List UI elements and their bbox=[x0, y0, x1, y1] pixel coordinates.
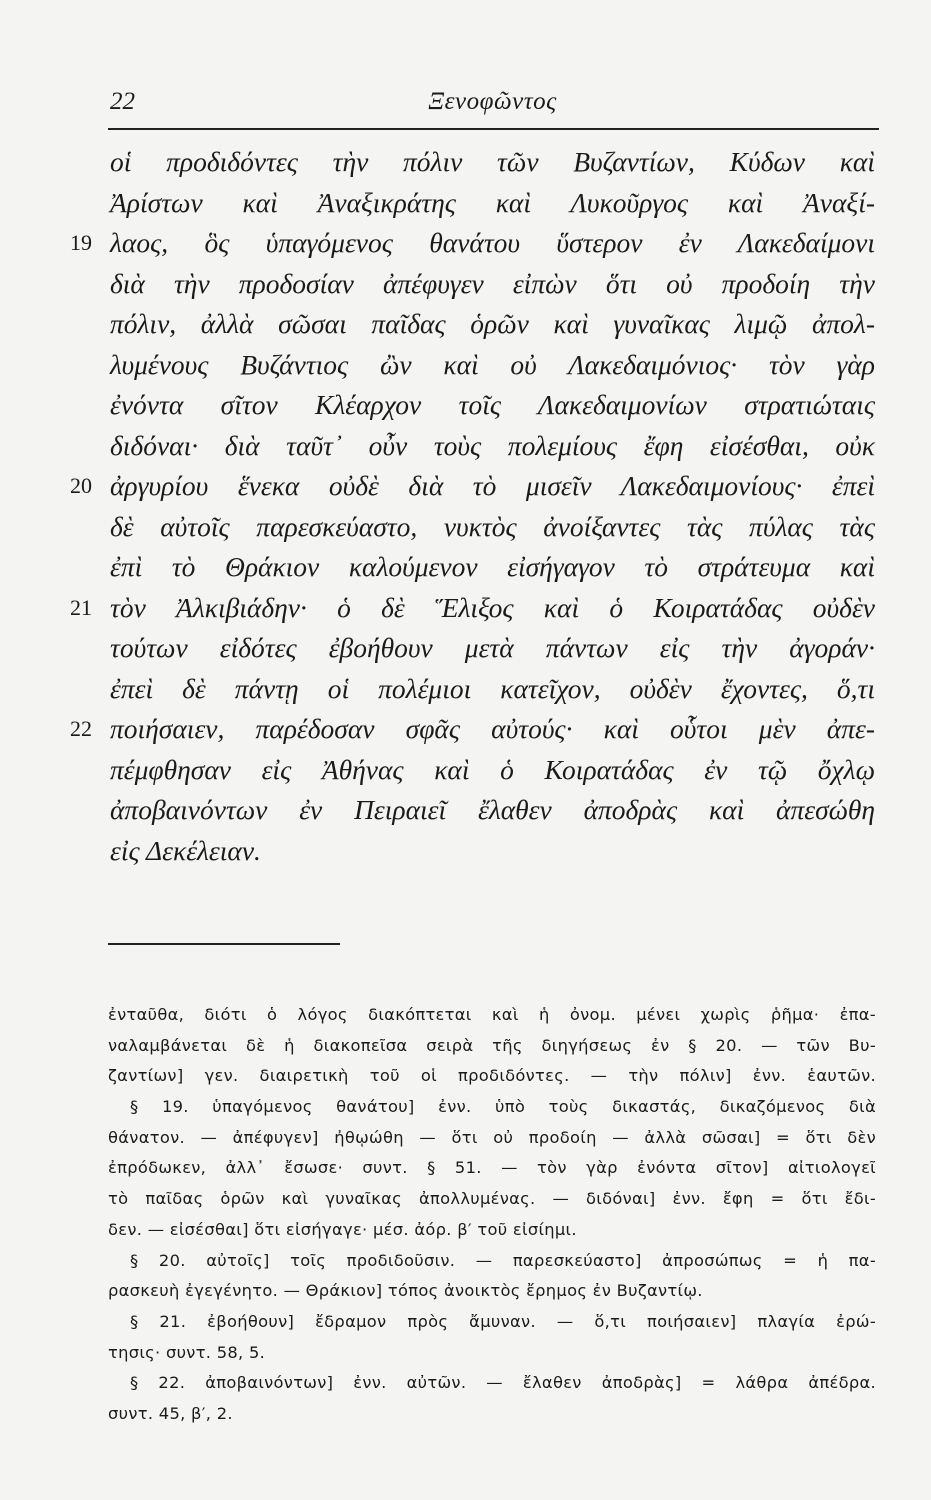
text-line bbox=[110, 183, 875, 224]
line-text: τούτων εἰδότες ἐβοήθουν μετὰ πάντων εἰς τὴν ἀγοράν· bbox=[110, 632, 875, 663]
line-text: ποιήσαιεν, παρέδοσαν σφᾶς αὐτούς· καὶ οὗτοι μὲν ἀπε- bbox=[110, 713, 875, 744]
text-line bbox=[110, 507, 875, 548]
text-line bbox=[70, 223, 875, 264]
text-line bbox=[110, 304, 875, 345]
footnote-line: ἐνταῦθα, διότι ὁ λόγος διακόπτεται καὶ ἡ ὀνομ. μένει χωρὶς ῥῆμα· ἐπα- bbox=[108, 1005, 876, 1024]
line-text: Ἀρίστων καὶ Ἀναξικράτης καὶ Λυκοῦργος καὶ Ἀναξί- bbox=[110, 186, 875, 218]
footnote-rule bbox=[108, 943, 340, 945]
line-text: οἱ προδιδόντες τὴν πόλιν τῶν Βυζαντίων, Κύδων καὶ bbox=[110, 146, 875, 177]
section-number: 20 bbox=[70, 473, 92, 498]
line-text: ἐνόντα σῖτον Κλέαρχον τοῖς Λακεδαιμονίων στρατιώταις bbox=[110, 389, 875, 420]
text-line bbox=[110, 750, 875, 791]
footnote-line: ναλαμβάνεται δὲ ἡ διακοπεῖσα σειρὰ τῆς διηγήσεως ἐν § 20. — τῶν Βυ- bbox=[108, 1035, 876, 1055]
line-text: λαος, ὃς ὑπαγόμενος θανάτου ὕστερον ἐν Λακεδαίμονι bbox=[110, 227, 875, 258]
footnote-line: ἐπρόδωκεν, ἀλλ᾽ ἔσωσε· συντ. § 51. — τὸν γὰρ ἐνόντα σῖτον] αἰτιολογεῖ bbox=[108, 1158, 876, 1178]
line-text: ἐπὶ τὸ Θράκιον καλούμενον εἰσήγαγον τὸ στράτευμα καὶ bbox=[110, 551, 875, 582]
line-text: πέμφθησαν εἰς Ἀθήνας καὶ ὁ Κοιρατάδας ἐν τῷ ὄχλῳ bbox=[110, 753, 875, 785]
text-line bbox=[110, 547, 875, 588]
page-number: 22 bbox=[110, 88, 135, 115]
line-text: δὲ αὐτοῖς παρεσκεύαστο, νυκτὸς ἀνοίξαντες τὰς πύλας τὰς bbox=[110, 510, 875, 542]
text-line bbox=[110, 345, 875, 386]
footnote-line: § 22. ἀποβαινόντων] ἐνν. αὐτῶν. — ἔλαθεν ἀποδρὰς] = λάθρα ἀπέδρα. bbox=[130, 1373, 876, 1393]
footnote-line: § 19. ὑπαγόμενος θανάτου] ἐνν. ὑπὸ τοὺς δικαστάς, δικαζόμενος διὰ bbox=[130, 1097, 876, 1117]
text-line bbox=[70, 588, 875, 629]
footnote-line: ζαντίων] γεν. διαιρετικὴ τοῦ οἱ προδιδόντες. — τὴν πόλιν] ἐνν. ἑαυτῶν. bbox=[108, 1066, 876, 1086]
line-text: διὰ τὴν προδοσίαν ἀπέφυγεν εἰπὼν ὅτι οὐ προδοίη τὴν bbox=[110, 267, 875, 299]
footnote-line: τὸ παῖδας ὁρῶν καὶ γυναῖκας ἀπολλυμένας. — διδόναι] ἐνν. ἔφη = ὅτι ἔδι- bbox=[108, 1189, 876, 1209]
text-line bbox=[110, 426, 875, 467]
text-line bbox=[110, 831, 875, 872]
running-head bbox=[110, 88, 875, 128]
footnote-line: θάνατον. — ἀπέφυγεν] ἠθῳώθη — ὅτι οὐ προδοίη — ἀλλὰ σῶσαι] = ὅτι δὲν bbox=[108, 1127, 876, 1147]
text-line bbox=[110, 142, 875, 183]
text-line bbox=[70, 709, 875, 750]
footnotes bbox=[108, 1000, 876, 1430]
line-text: λυμένους Βυζάντιος ὢν καὶ οὐ Λακεδαιμόνιος· τὸν γὰρ bbox=[110, 348, 875, 380]
header-rule bbox=[108, 128, 879, 130]
line-text: διδόναι· διὰ ταῦτ᾽ οὖν τοὺς πολεμίους ἔφη εἰσέσθαι, οὐκ bbox=[110, 429, 875, 461]
footnote-line: τησις· συντ. 58, 5. bbox=[108, 1342, 266, 1362]
text-line bbox=[70, 466, 875, 507]
footnote-line: ρασκευὴ ἐγεγένητο. — Θράκιον] τόπος ἀνοικτὸς ἔρημος ἐν Βυζαντίῳ. bbox=[108, 1281, 703, 1301]
line-text: ἐπεὶ δὲ πάντῃ οἱ πολέμιοι κατεῖχον, οὐδὲν ἔχοντες, ὅ,τι bbox=[110, 672, 875, 704]
text-line bbox=[110, 790, 875, 831]
section-number: 22 bbox=[70, 716, 92, 741]
text-line bbox=[110, 669, 875, 710]
main-text bbox=[70, 142, 875, 871]
footnote-line: § 20. αὐτοῖς] τοῖς προδιδοῦσιν. — παρεσκεύαστο] ἀπροσώπως = ἡ πα- bbox=[130, 1250, 876, 1270]
line-text: ἀργυρίου ἕνεκα οὐδὲ διὰ τὸ μισεῖν Λακεδαιμονίους· ἐπεὶ bbox=[110, 470, 875, 501]
footnote-line: § 21. ἐβοήθουν] ἔδραμον πρὸς ἄμυναν. — ὅ,τι ποιήσαιεν] πλαγία ἐρώ- bbox=[130, 1311, 876, 1331]
running-title: Ξενοφῶντος bbox=[428, 88, 557, 115]
text-line bbox=[110, 628, 875, 669]
section-number: 21 bbox=[70, 594, 92, 620]
section-number: 19 bbox=[70, 230, 92, 255]
text-line bbox=[110, 385, 875, 426]
line-text: εἰς Δεκέλειαν. bbox=[110, 834, 261, 866]
footnote-line: συντ. 45, β′, 2. bbox=[108, 1403, 233, 1423]
line-text: ἀποβαινόντων ἐν Πειραιεῖ ἔλαθεν ἀποδρὰς καὶ ἀπεσώθη bbox=[110, 794, 875, 825]
line-text: πόλιν, ἀλλὰ σῶσαι παῖδας ὁρῶν καὶ γυναῖκας λιμῷ ἀπολ- bbox=[110, 308, 875, 339]
line-text: τὸν Ἀλκιβιάδην· ὁ δὲ Ἕλιξος καὶ ὁ Κοιρατάδας οὐδὲν bbox=[110, 591, 875, 623]
text-line bbox=[110, 264, 875, 305]
footnote-line: δεν. — εἰσέσθαι] ὅτι εἰσήγαγε· μέσ. ἀόρ. β′ τοῦ εἰσίημι. bbox=[108, 1219, 577, 1239]
